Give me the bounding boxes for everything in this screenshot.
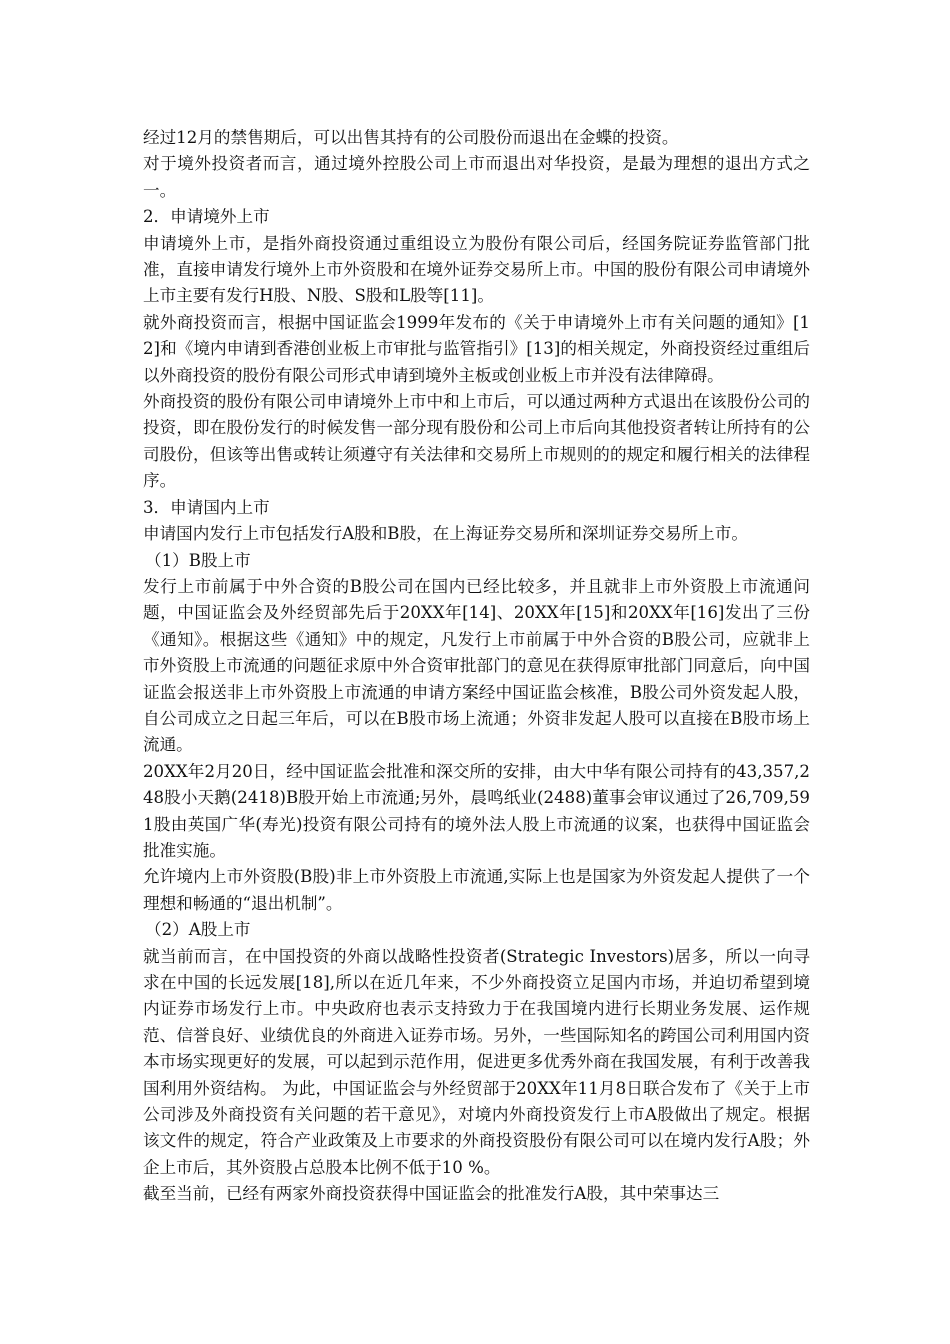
subsection-heading-b-share: （1）B股上市 <box>145 550 251 570</box>
paragraph-b-share-cases: 20XX年2月20日，经中国证监会批准和深交所的安排，由大中华有限公司持有的43,357,248股小天鹅(2418)B股开始上市流通;另外，晨鸣纸业(2488)董事会审议通过了26,709,591股由英国广华(寿光)投资有限公司持有的境外法人股上市流通的议案，也获得中国证监会批准实施。 <box>143 761 810 860</box>
paragraph-csrc-1999-rules: 就外商投资而言，根据中国证监会1999年发布的《关于申请境外上市有关问题的通知》[12]和《境内申请到香港创业板上市审批与监管指引》[13]的相关规定，外商投资经过重组后以外商投资的股份有限公司形式申请到境外主板或创业板上市并没有法律障碍。 <box>143 312 810 385</box>
paragraph-a-share-strategic-investors: 就当前而言，在中国投资的外商以战略性投资者(Strategic Investors)居多，所以一向寻求在中国的长远发展[18],所以在近几年来，不少外商投资立足国内市场，并迫切希望到境内证券市场发行上市。中央政府也表示支持致力于在我国境内进行长期业务发展、运作规范、信誉良好、业绩优良的外商进入证券市场。另外，一些国际知名的跨国公司利用国内资本市场实现更好的发展，可以起到示范作用，促进更多优秀外商在我国发展，有利于改善我国利用外资结构。 为此，中国证监会与外经贸部于20XX年11月8日联合发布了《关于上市公司涉及外商投资有关问题的若干意见》，对境内外商投资发行上市A股做出了规定。根据该文件的规定，符合产业政策及上市要求的外商投资股份有限公司可以在境内发行A股；外企上市后，其外资股占总股本比例不低于10 %。 <box>143 946 810 1177</box>
paragraph-lockup-exit: 经过12月的禁售期后，可以出售其持有的公司股份而退出在金蝶的投资。 <box>143 128 679 147</box>
section-heading-overseas-listing: 2．申请境外上市 <box>143 207 270 227</box>
paragraph-exit-mechanism: 允许境内上市外资股(B股)非上市外资股上市流通,实际上也是国家为外资发起人提供了一个理想和畅通的“退出机制”。 <box>143 867 810 913</box>
document-body <box>143 125 810 1208</box>
paragraph-domestic-listing-definition: 申请国内发行上市包括发行A股和B股，在上海证券交易所和深圳证券交易所上市。 <box>143 524 748 544</box>
subsection-heading-a-share: （2）A股上市 <box>145 920 251 940</box>
paragraph-two-exit-methods: 外商投资的股份有限公司申请境外上市中和上市后，可以通过两种方式退出在该股份公司的投资，即在股份发行的时候发售一部分现有股份和公司上市后向其他投资者转让所持有的公司股份，但该等出售或转让须遵守有关法律和交易所上市规则的的规定和履行相关的法律程序。 <box>143 392 810 491</box>
paragraph-offshore-ideal-exit: 对于境外投资者而言，通过境外控股公司上市而退出对华投资，是最为理想的退出方式之一。 <box>143 154 810 200</box>
paragraph-a-share-approved-firms: 截至当前，已经有两家外商投资获得中国证监会的批准发行A股，其中荣事达三 <box>143 1184 720 1204</box>
paragraph-overseas-listing-definition: 申请境外上市，是指外商投资通过重组设立为股份有限公司后，经国务院证券监管部门批准，直接申请发行境外上市外资股和在境外证券交易所上市。中国的股份有限公司申请境外上市主要有发行H股、N股、S股和L股等[11]。 <box>143 233 810 306</box>
section-heading-domestic-listing: 3．申请国内上市 <box>143 497 270 517</box>
paragraph-b-share-notices: 发行上市前属于中外合资的B股公司在国内已经比较多，并且就非上市外资股上市流通问题，中国证监会及外经贸部先后于20XX年[14]、20XX年[15]和20XX年[16]发出了三份《通知》。根据这些《通知》中的规定，凡发行上市前属于中外合资的B股公司，应就非上市外资股上市流通的问题征求原中外合资审批部门的意见在获得原审批部门同意后，向中国证监会报送非上市外资股上市流通的申请方案经中国证监会核准，B股公司外资发起人股，自公司成立之日起三年后，可以在B股市场上流通；外资非发起人股可以直接在B股市场上流通。 <box>143 576 810 755</box>
